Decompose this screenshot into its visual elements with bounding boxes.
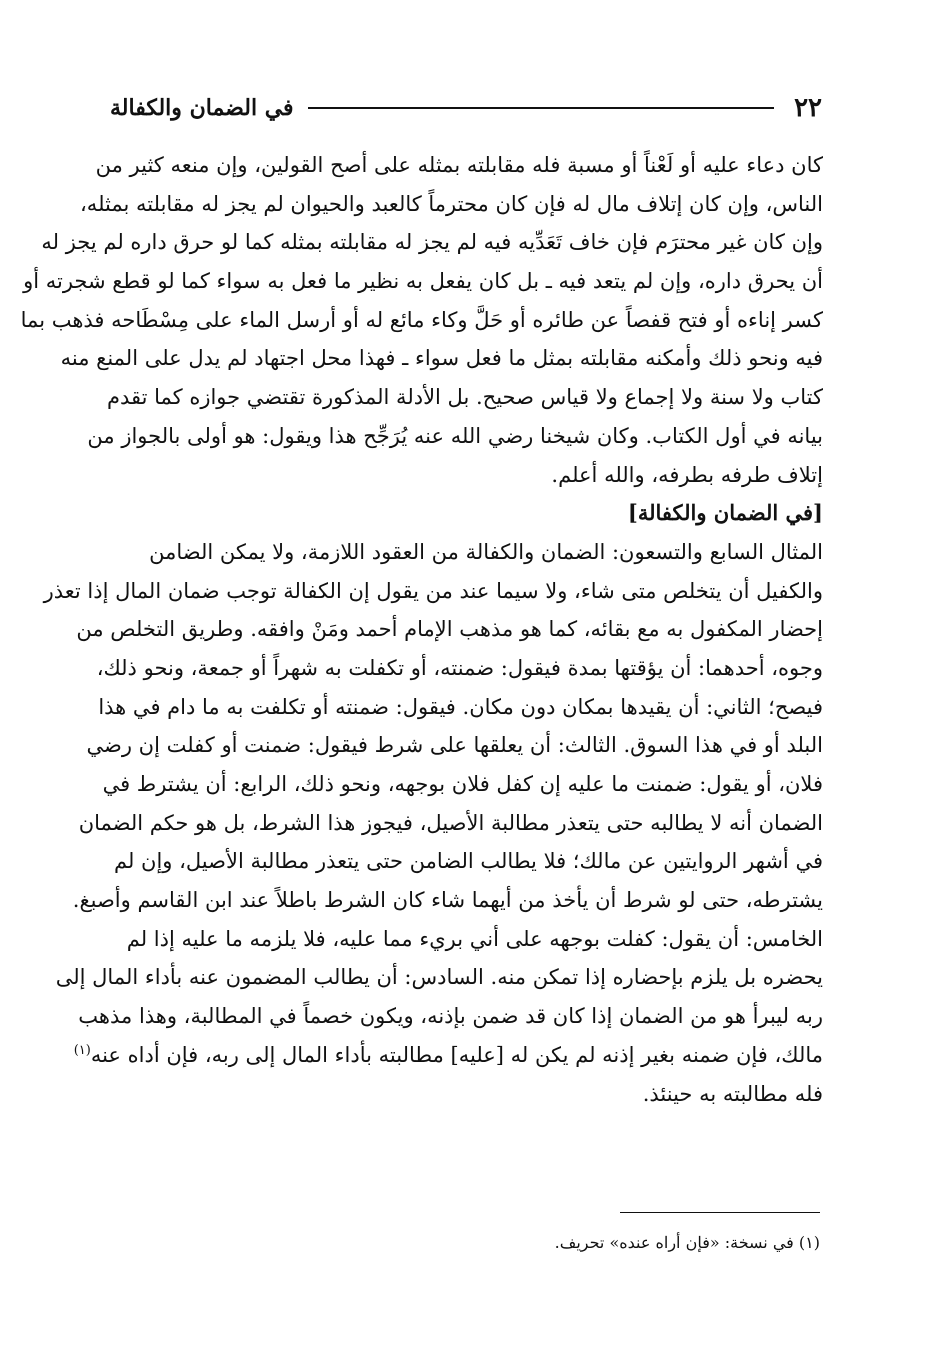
footnote-marker: (١) (73, 1042, 91, 1058)
text-line: فيصح؛ الثاني: أن يقيدها بمكان دون مكان. فيقول: ضمنته أو تكلفت به ما دام في هذا (98, 694, 823, 719)
main-text (20, 146, 823, 1113)
text-line: وجوه، أحدهما: أن يؤقتها بمدة فيقول: ضمنته، أو تكفلت به شهراً أو جمعة، ونحو ذلك، (96, 655, 823, 680)
running-title: في الضمان والكفالة (110, 95, 294, 121)
text-line: كتاب ولا سنة ولا إجماع ولا قياس صحيح. بل الأدلة المذكورة تقتضي جوازه كما تقدم (106, 385, 823, 410)
text-line: الضمان أنه لا يطالبه حتى يتعذر مطالبة الأصيل، فيجوز هذا الشرط، بل هو حكم الضمان (78, 810, 823, 835)
text-line: الناس، وإن كان إتلاف مال له فإن كان محترماً كالعبد والحيوان لم يجز له مقابلته بمثله، (80, 191, 823, 216)
text-line: بيانه في أول الكتاب. وكان شيخنا رضي الله عنه يُرَجِّح هذا ويقول: هو أولى بالجواز من (87, 423, 823, 448)
text-line-content: مالك، فإن ضمنه بغير إذنه لم يكن له [عليه] مطالبته بأداء المال إلى ربه، فإن أداه عنه (90, 1042, 823, 1067)
text-line: كان دعاء عليه أو لَعْناً أو مسبة فله مقابلته بمثله على أصح القولين، وإن منعه كثير من (95, 153, 823, 177)
text-line: أن يحرق داره، وإن لم يتعد فيه ـ بل كان يفعل به نظير ما فعل به سواء كما لو قطع شجرته أو (23, 269, 823, 294)
text-line: فله مطالبته به حينئذ. (642, 1081, 823, 1106)
page-number: ٢٢ (794, 93, 822, 123)
text-line: والكفيل أن يتخلص متى شاء، ولا سيما عند من يقول إن الكفالة توجب ضمان المال إذا تعذر (43, 578, 823, 603)
text-line: إحضار المكفول به مع بقائه، كما هو مذهب الإمام أحمد ومَنْ وافقه. وطريق التخلص من (76, 617, 823, 642)
page-header (110, 88, 822, 128)
text-line: فيه ونحو ذلك وأمكنه مقابلته بمثل ما فعل سواء ـ فهذا محل اجتهاد لم يدل على المنع منه (60, 346, 823, 371)
text-line: البلد أو في هذا السوق. الثالث: أن يعلقها على شرط فيقول: ضمنت أو كفلت إن رضي (86, 733, 823, 758)
text-line: المثال السابع والتسعون: الضمان والكفالة من العقود اللازمة، ولا يمكن الضامن (149, 539, 823, 564)
text-line: يحضره بل يلزم بإحضاره إذا تمكن منه. السادس: أن يطالب المضمون عنه بأداء المال إلى (55, 965, 823, 990)
text-line: إتلاف طرفه بطرفه، والله أعلم. (551, 462, 823, 487)
section-heading: [في الضمان والكفالة] (627, 500, 823, 526)
footnote: (١) في نسخة: «فإن أراه عنده» تحريف. (554, 1233, 820, 1252)
header-rule (308, 107, 775, 109)
text-line: يشترطه، حتى لو شرط أن يأخذ من أيهما شاء كان الشرط باطلاً عند ابن القاسم وأصبغ. (72, 888, 823, 913)
text-line: ربه ليبرأ هو من الضمان إذا كان قد ضمن بإذنه، ويكون خصماً في المطالبة، وهذا مذهب (78, 1004, 823, 1029)
text-line: وإن كان غير محترَم فإن خاف تَعَدِّيه فيه لم يجز له مقابلته بمثله كما لو حرق داره لم يجز له (41, 230, 823, 255)
text-line: في أشهر الروايتين عن مالك؛ فلا يطالب الضامن حتى يتعذر مطالبة الأصيل، وإن لم (114, 849, 823, 874)
text-line (73, 1036, 823, 1075)
footnote-rule (620, 1212, 820, 1213)
text-line: فلان، أو يقول: ضمنت ما عليه إن كفل فلان بوجهه، ونحو ذلك، الرابع: أن يشترط في (102, 772, 823, 796)
text-line: كسر إناءه أو فتح قفصاً عن طائره أو حَلَّ وكاء مائع له أو أرسل الماء على مِسْطَاحه فذهب بما (20, 307, 823, 332)
text-line: الخامس: أن يقول: كفلت بوجهه على أني بريء مما عليه، فلا يلزمه ما عليه إذا لم (126, 926, 823, 951)
